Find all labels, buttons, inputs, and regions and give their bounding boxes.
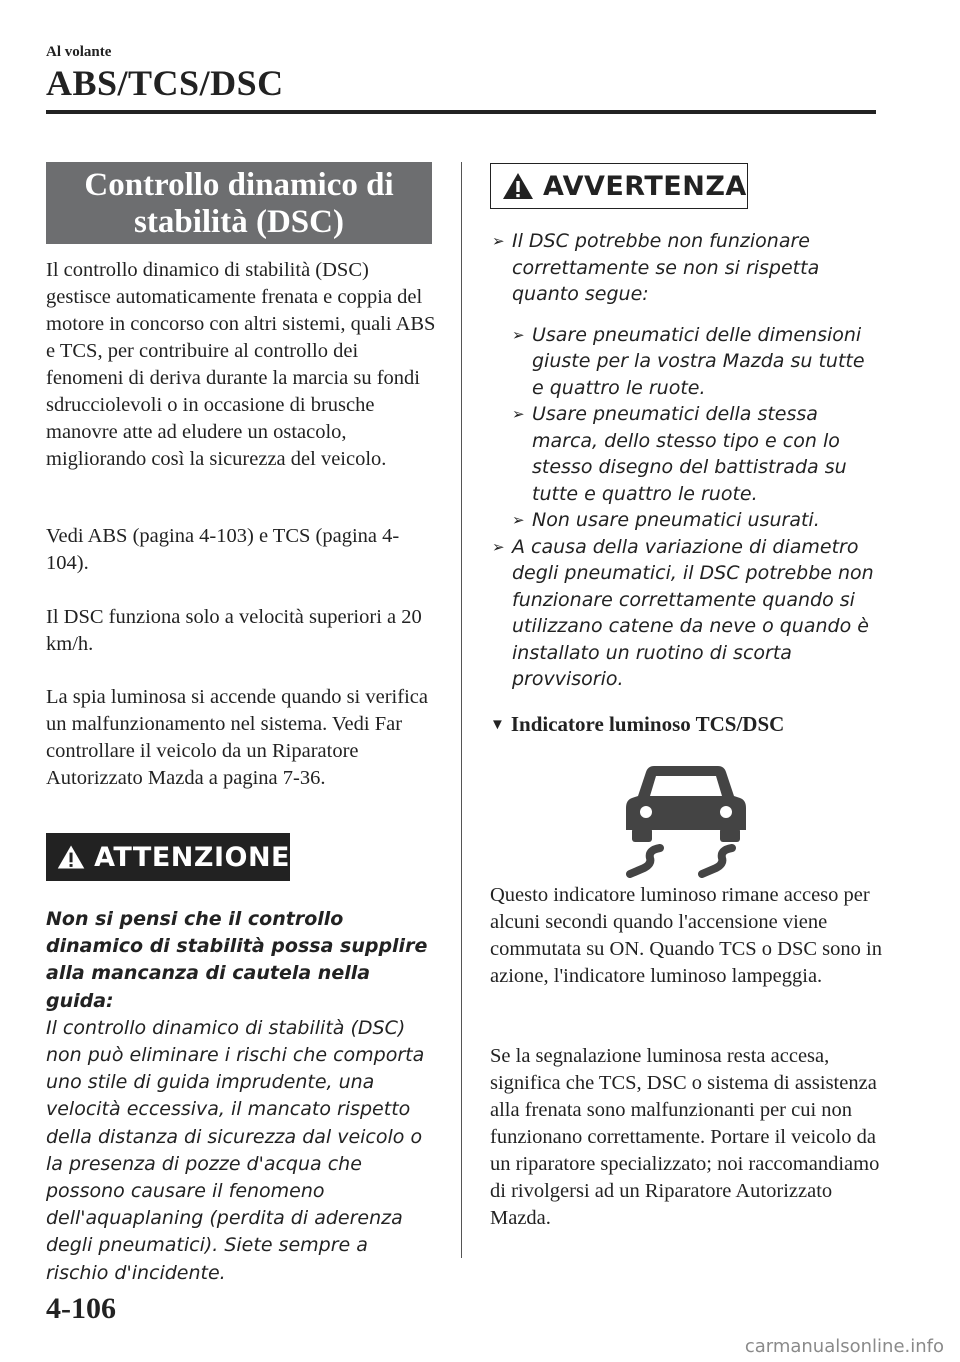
dsc-intro-paragraph: Il controllo dinamico di stabilità (DSC) gestisce automaticamente frenata e coppia del motore in concorso con altri sistemi, quali ABS e TCS, per contribuire al controllo dei fenomeni di deriva durante la marcia su fondi sdrucciolevoli o in occasione di brusche manovre atte ad eludere un ostacolo, migliorando così la sicurezza del veicolo. — [46, 259, 436, 470]
page-number: 4-106 — [46, 1292, 116, 1325]
bullet-arrow-icon: ➢ — [512, 405, 525, 423]
section-title-line1: Controllo dinamico di — [84, 167, 394, 203]
watermark: carmanualsonline.info — [744, 1336, 944, 1357]
dsc-reference-paragraph: Vedi ABS (pagina 4-103) e TCS (pagina 4-104). — [46, 525, 400, 574]
bullet-text: Il DSC potrebbe non funzionare correttamente se non si rispetta quanto segue: — [512, 230, 820, 305]
tcs-dsc-indicator-icon — [616, 756, 756, 878]
sub-bullet-text: Usare pneumatici delle dimensioni giuste per la vostra Mazda su tutte e quattro le ruote. — [532, 323, 865, 399]
indicator-heading-text: Indicatore luminoso TCS/DSC — [510, 712, 785, 736]
warning-light-paragraph: La spia luminosa si accende quando si verifica un malfunzionamento nel sistema. Vedi Far controllare il veicolo da un Riparatore Autorizzato Mazda a pagina 7-36. — [46, 686, 428, 789]
warning-bullet — [492, 228, 882, 308]
header-rule — [46, 110, 876, 114]
sub-bullet-text: Usare pneumatici della stessa marca, dello stesso tipo e con lo stesso disegno del battistrada su tutte e quattro le ruote. — [532, 403, 847, 505]
triangle-down-icon: ▼ — [490, 717, 505, 733]
bullet-arrow-icon: ➢ — [492, 232, 505, 250]
dsc-speed-paragraph: Il DSC funziona solo a velocità superiori a 20 km/h. — [46, 606, 422, 655]
caution-banner — [46, 833, 290, 881]
warning-sub-bullet — [512, 507, 882, 534]
caution-body-text: Il controllo dinamico di stabilità (DSC) non può eliminare i rischi che comporta uno stile di guida imprudente, una velocità eccessiva, il mancato rispetto della distanza di sicurezza dal veicolo o la presenza di pozze d'acqua che possono causare il fenomeno dell'aquaplaning (perdita di aderenza degli pneumatici). Siete sempre a rischio d'incidente. — [46, 1016, 425, 1284]
warning-triangle-icon — [501, 171, 535, 201]
indicator-heading — [490, 712, 784, 737]
section-label: Al volante — [46, 44, 112, 60]
section-title-box — [46, 162, 432, 244]
caution-label: ATTENZIONE — [94, 841, 290, 873]
column-divider — [461, 162, 462, 1258]
warning-sub-bullet — [512, 322, 882, 402]
warning-sub-bullet — [512, 401, 882, 507]
indicator-paragraph-2: Se la segnalazione luminosa resta accesa, significa che TCS, DSC o sistema di assistenza alla frenata sono malfunzionanti per cui non funzionano correttamente. Portare il veicolo da un riparatore specializzato; noi raccomandiamo di rivolgersi ad un Riparatore Autorizzato Mazda. — [490, 1045, 880, 1229]
warning-banner — [490, 163, 748, 209]
warning-triangle-icon — [56, 842, 86, 872]
caution-text — [46, 906, 436, 1287]
bullet-arrow-icon: ➢ — [512, 325, 525, 344]
caution-bold-text: Non si pensi che il controllo dinamico di stabilità possa supplire alla mancanza di cautela nella guida: — [46, 908, 428, 1012]
warning-label: AVVERTENZA — [543, 170, 747, 202]
warning-bullets — [492, 228, 882, 693]
indicator-paragraph-1: Questo indicatore luminoso rimane acceso per alcuni secondi quando l'accensione viene commutata su ON. Quando TCS o DSC sono in azione, l'indicatore luminoso lampeggia. — [490, 884, 882, 987]
warning-bullet — [492, 534, 882, 693]
bullet-arrow-icon: ➢ — [512, 511, 525, 529]
bullet-arrow-icon: ➢ — [492, 537, 505, 556]
section-title-line2: stabilità (DSC) — [134, 204, 344, 240]
chapter-title: ABS/TCS/DSC — [46, 63, 284, 103]
bullet-text: A causa della variazione di diametro degli pneumatici, il DSC potrebbe non funzionare correttamente quando si utilizzano catene da neve o quando è installato un ruotino di scorta provvisorio. — [512, 535, 874, 690]
sub-bullet-text: Non usare pneumatici usurati. — [532, 509, 820, 531]
